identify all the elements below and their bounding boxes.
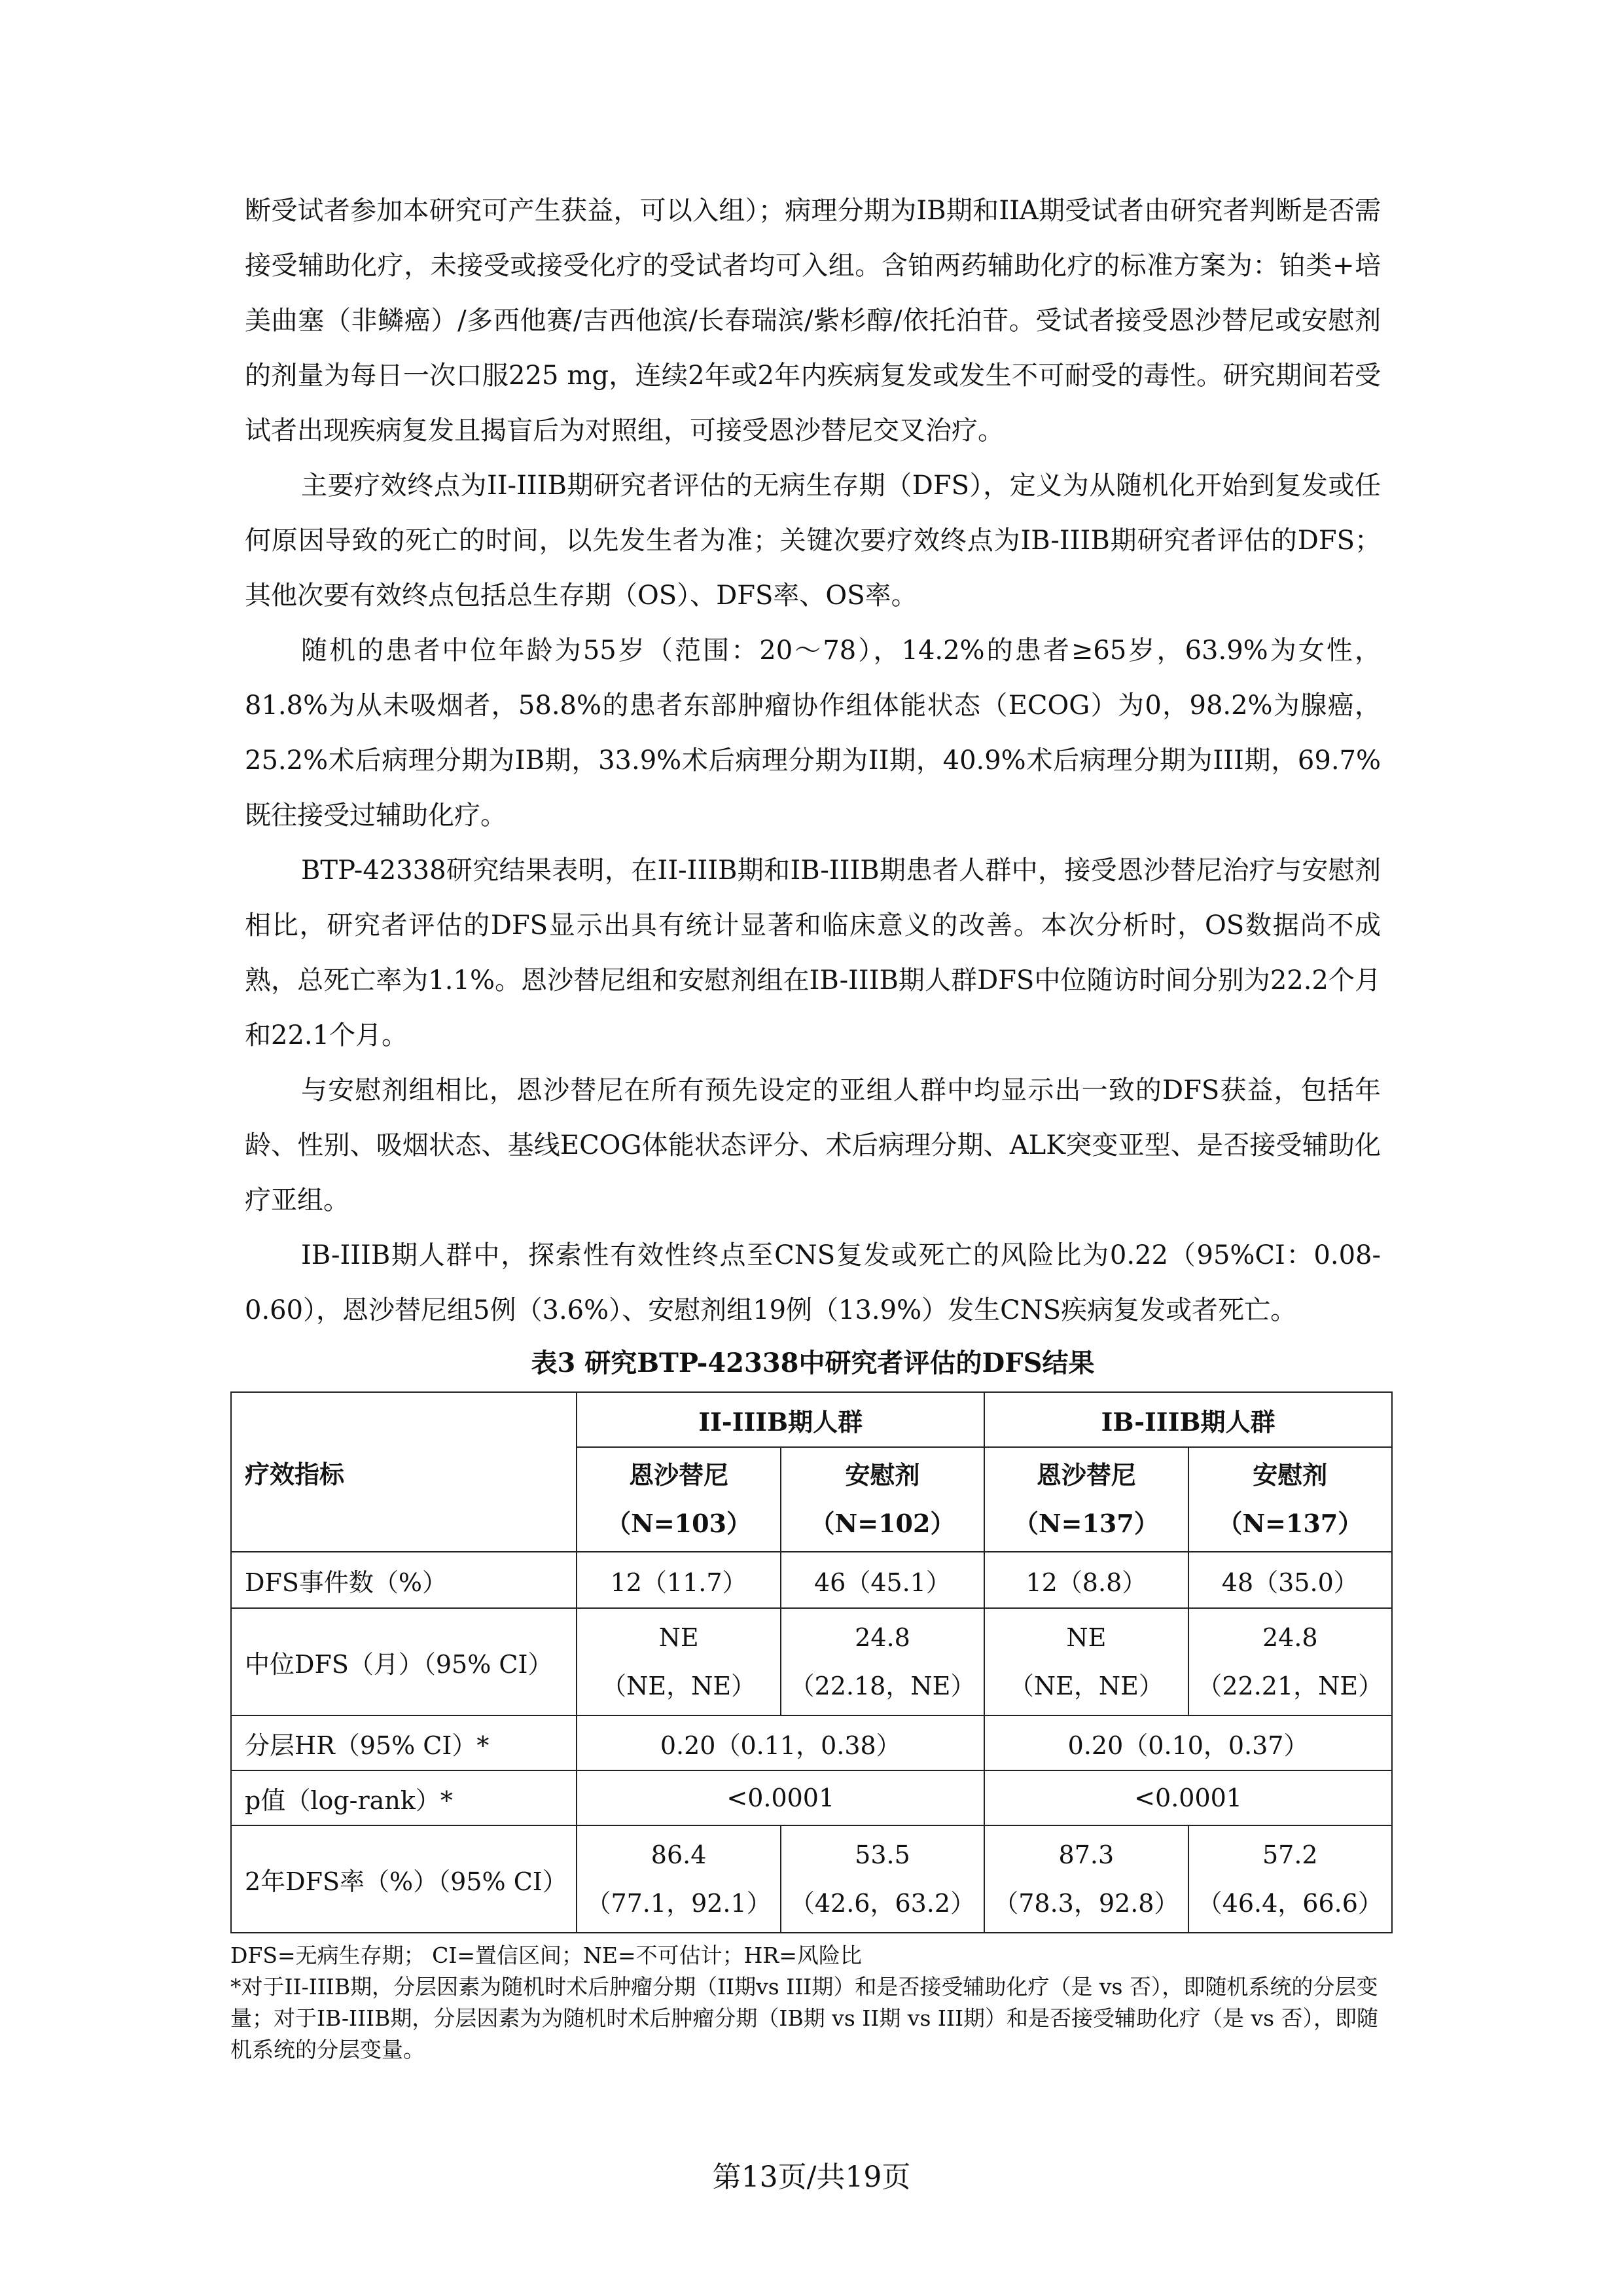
- paragraph-endpoints: 主要疗效终点为II-IIIB期研究者评估的无病生存期（DFS），定义为从随机化开始到复发或任何原因导致的死亡的时间，以先发生者为准；关键次要疗效终点为IB-IIIB期研究者评估的DFS；其他次要有效终点包括总生存期（OS）、DFS率、OS率。: [245, 471, 1381, 611]
- table-notes: [230, 1940, 1393, 2066]
- table-title: 表3 研究BTP-42338中研究者评估的DFS结果: [531, 1348, 1095, 1378]
- table-cell: 12（11.7）: [577, 1552, 780, 1608]
- document-body: [230, 183, 1383, 2066]
- table-cell: 48（35.0）: [1188, 1552, 1392, 1608]
- table-row: [231, 1770, 1392, 1825]
- note-abbreviations: DFS=无病生存期； CI=置信区间；NE=不可估计；HR=风险比: [230, 1943, 862, 1968]
- table-row: [231, 1715, 1392, 1770]
- header-arm-placebo-2: 安慰剂 （N=137）: [1188, 1447, 1392, 1552]
- header-group-ii-iiib: II-IIIB期人群: [577, 1392, 984, 1447]
- table-cell: <0.0001: [984, 1770, 1392, 1825]
- row-label: DFS事件数（%）: [231, 1552, 577, 1608]
- paragraph-continued: 断受试者参加本研究可产生获益，可以入组）；病理分期为IB期和IIA期受试者由研究者判断是否需接受辅助化疗，未接受或接受化疗的受试者均可入组。含铂两药辅助化疗的标准方案为：铂类+培美曲塞（非鳞癌）/多西他赛/吉西他滨/长春瑞滨/紫杉醇/依托泊苷。受试者接受恩沙替尼或安慰剂的剂量为每日一次口服225 mg，连续2年或2年内疾病复发或发生不可耐受的毒性。研究期间若受试者出现疾病复发且揭盲后为对照组，可接受恩沙替尼交叉治疗。: [245, 196, 1381, 446]
- dfs-results-table: [230, 1391, 1393, 1933]
- header-arm-drug-1: 恩沙替尼 （N=103）: [577, 1447, 780, 1552]
- table-cell: 24.8 （22.18，NE）: [781, 1608, 984, 1715]
- table-cell: NE （NE，NE）: [577, 1608, 780, 1715]
- paragraph-subgroups: 与安慰剂组相比，恩沙替尼在所有预先设定的亚组人群中均显示出一致的DFS获益，包括年龄、性别、吸烟状态、基线ECOG体能状态评分、术后病理分期、ALK突变亚型、是否接受辅助化疗亚组。: [245, 1075, 1381, 1215]
- header-group-ib-iiib: IB-IIIB期人群: [984, 1392, 1392, 1447]
- row-label: 2年DFS率（%）（95% CI）: [231, 1825, 577, 1933]
- table-cell: <0.0001: [577, 1770, 984, 1825]
- note-stratification: *对于II-IIIB期，分层因素为随机时术后肿瘤分期（II期vs III期）和是否接受辅助化疗（是 vs 否），即随机系统的分层变量；对于IB-IIIB期，分层因素为为随机时术后肿瘤分期（IB期 vs II期 vs III期）和是否接受辅助化疗（是 vs 否），即随机系统的分层变量。: [230, 1974, 1379, 2062]
- table-cell: 12（8.8）: [984, 1552, 1188, 1608]
- table-cell: 53.5 （42.6，63.2）: [781, 1825, 984, 1933]
- table-row: [231, 1552, 1392, 1608]
- header-metric: 疗效指标: [231, 1392, 577, 1552]
- table-cell: 0.20（0.11，0.38）: [577, 1715, 984, 1770]
- header-arm-drug-2: 恩沙替尼 （N=137）: [984, 1447, 1188, 1552]
- paragraph-cns: IB-IIIB期人群中，探索性有效性终点至CNS复发或死亡的风险比为0.22（95%CI：0.08-0.60），恩沙替尼组5例（3.6%）、安慰剂组19例（13.9%）发生CNS疾病复发或者死亡。: [245, 1240, 1381, 1325]
- table-cell: 57.2 （46.4，66.6）: [1188, 1825, 1392, 1933]
- paragraph-results: BTP-42338研究结果表明，在II-IIIB期和IB-IIIB期患者人群中，接受恩沙替尼治疗与安慰剂相比，研究者评估的DFS显示出具有统计显著和临床意义的改善。本次分析时，OS数据尚不成熟，总死亡率为1.1%。恩沙替尼组和安慰剂组在IB-IIIB期人群DFS中位随访时间分别为22.2个月和22.1个月。: [245, 855, 1381, 1050]
- table-row: [231, 1825, 1392, 1933]
- row-label: 分层HR（95% CI）*: [231, 1715, 577, 1770]
- table-cell: 86.4 （77.1，92.1）: [577, 1825, 780, 1933]
- row-label: 中位DFS（月）（95% CI）: [231, 1608, 577, 1715]
- paragraph-demographics: 随机的患者中位年龄为55岁（范围：20～78），14.2%的患者≥65岁，63.9%为女性，81.8%为从未吸烟者，58.8%的患者东部肿瘤协作组体能状态（ECOG）为0，98.2%为腺癌，25.2%术后病理分期为IB期，33.9%术后病理分期为II期，40.9%术后病理分期为III期，69.7%既往接受过辅助化疗。: [245, 636, 1381, 831]
- table-cell: NE （NE，NE）: [984, 1608, 1188, 1715]
- page-number: 第13页/共19页: [712, 2161, 911, 2194]
- row-label: p值（log-rank）*: [231, 1770, 577, 1825]
- table-cell: 24.8 （22.21，NE）: [1188, 1608, 1392, 1715]
- table-cell: 0.20（0.10，0.37）: [984, 1715, 1392, 1770]
- header-arm-placebo-1: 安慰剂 （N=102）: [781, 1447, 984, 1552]
- table-cell: 87.3 （78.3，92.8）: [984, 1825, 1188, 1933]
- table-cell: 46（45.1）: [781, 1552, 984, 1608]
- table-row: [231, 1608, 1392, 1715]
